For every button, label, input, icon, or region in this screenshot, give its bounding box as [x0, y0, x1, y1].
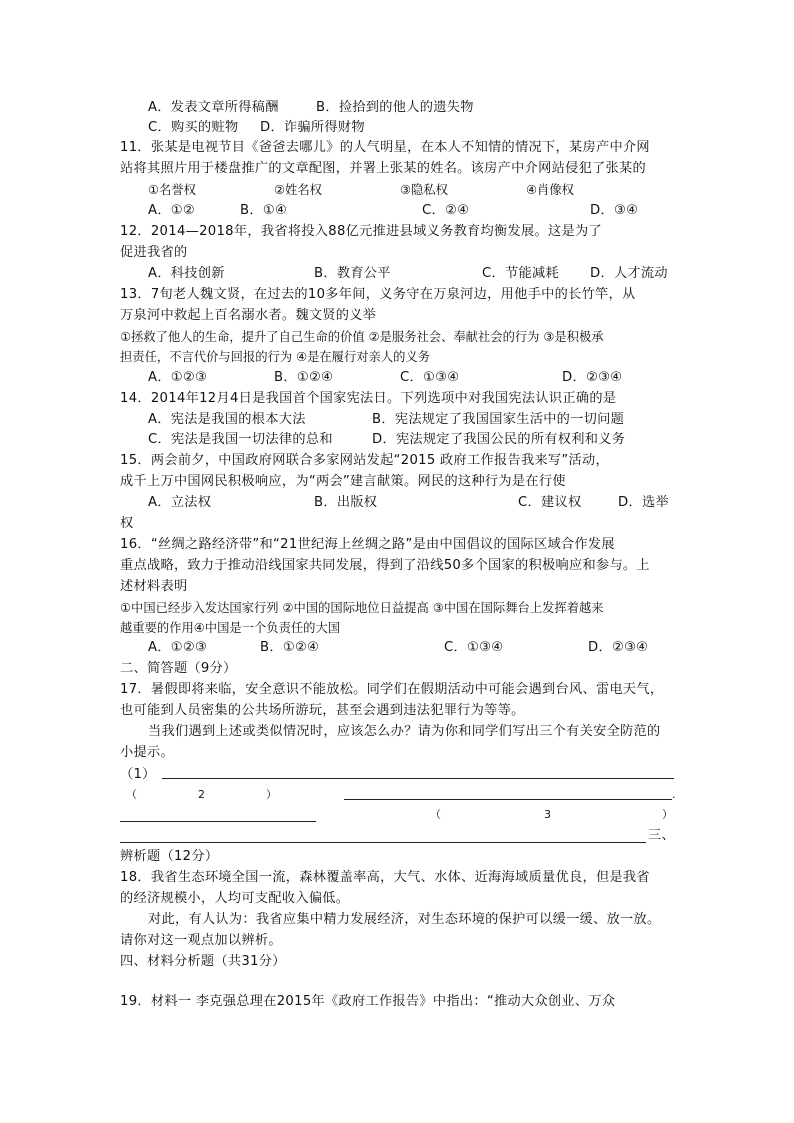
q16-stem-line-1: 16．“丝绸之路经济带”和“21世纪海上丝绸之路”是由中国倡议的国际区域合作发展 [120, 537, 615, 552]
q16-option-b: B．①②④ [260, 640, 320, 655]
q15-option-d: D．选举 [618, 495, 669, 510]
q18-stem-line-3: 对此，有人认为：我省应集中精力发展经济，对生态环境的保护可以缓一缓、放一放。 [148, 912, 661, 927]
q18-stem-line-4: 请你对这一观点加以辨析。 [120, 933, 282, 948]
q16-option-a: A．①②③ [148, 640, 208, 655]
q13-option-b: B．①②④ [274, 370, 334, 385]
q16-items-line-1: ①中国已经步入发达国家行列 ②中国的国际地位日益提高 ③中国在国际舞台上发挥着越来 [120, 601, 604, 615]
q13-items-line-2: 担责任，不言代价与回报的行为 ④是在履行对亲人的义务 [120, 350, 431, 364]
q17-answer-line-1[interactable] [162, 778, 674, 779]
q12-option-d: D．人才流动 [590, 266, 668, 281]
q11-item-4: ④肖像权 [526, 183, 574, 197]
q17-stem-line-4: 小提示。 [120, 745, 174, 760]
q15-option-d-wrap: 权 [120, 516, 134, 531]
q15-option-a: A．立法权 [148, 495, 212, 510]
q11-item-2: ②姓名权 [274, 183, 322, 197]
q16-items-line-2: 越重要的作用④中国是一个负责任的大国 [120, 621, 341, 635]
q13-stem-line-1: 13．7旬老人魏文贤，在过去的10多年间，义务守在万泉河边，用他手中的长竹竿，从 [120, 287, 636, 302]
q19-stem-line-1: 19．材料一 李克强总理在2015年《政府工作报告》中指出：“推动大众创业、万众 [120, 994, 616, 1009]
q15-stem-line-2: 成千上万中国网民积极响应，为“两会”建言献策。网民的这种行为是在行使 [120, 474, 566, 489]
q12-option-b: B．教育公平 [314, 266, 391, 281]
q17-blank-3-number: 3 [544, 808, 551, 821]
q16-option-d: D．②③④ [588, 640, 649, 655]
section-4-title: 四、材料分析题（共31分） [120, 954, 286, 969]
q16-stem-line-3: 述材料表明 [120, 579, 188, 594]
q14-option-c: C．宪法是我国一切法律的总和 [148, 432, 333, 447]
q15-stem-line-1: 15．两会前夕，中国政府网联合多家网站发起“2015 政府工作报告我来写”活动， [120, 453, 610, 468]
q10-option-c: C．购买的赃物 [148, 120, 239, 135]
q18-stem-line-2: 的经济规模小，人均可支配收入偏低。 [120, 891, 350, 906]
q14-option-d: D．宪法规定了我国公民的所有权利和义务 [372, 432, 626, 447]
q15-option-b: B．出版权 [314, 495, 378, 510]
section-3-title-tail: 辨析题（12分） [120, 849, 219, 864]
q17-stem-line-3: 当我们遇到上述或类似情况时，应该怎么办？请为你和同学们写出三个有关安全防范的 [148, 724, 661, 739]
q17-answer-line-2[interactable] [344, 799, 672, 800]
q17-answer-line-2-continued[interactable] [120, 821, 316, 822]
q11-option-b: B．①④ [240, 203, 288, 218]
section-2-title: 二、简答题（9分） [120, 661, 237, 676]
q17-blank-2-open: （ [126, 788, 137, 801]
q12-option-a: A．科技创新 [148, 266, 225, 281]
q11-stem-line-1: 11．张某是电视节目《爸爸去哪儿》的人气明星，在本人不知情的情况下，某房产中介网 [120, 140, 650, 155]
q10-option-d: D．诈骗所得财物 [260, 120, 365, 135]
q17-blank-1-label: （1） [120, 767, 156, 782]
q15-option-c: C．建议权 [518, 495, 582, 510]
q14-stem-line-1: 14．2014年12月4日是我国首个国家宪法日。下列选项中对我国宪法认识正确的是 [120, 391, 617, 406]
section-3-title-head: 三、 [648, 828, 675, 843]
q17-blank-3-close: ） [662, 808, 673, 821]
q14-option-a: A．宪法是我国的根本大法 [148, 412, 306, 427]
q12-option-c: C．节能减耗 [482, 266, 559, 281]
q17-blank-2-dot: . [672, 788, 676, 801]
q11-item-1: ①名誉权 [148, 183, 196, 197]
q17-blank-3-open: （ [430, 808, 441, 821]
q11-stem-line-2: 站将其照片用于楼盘推广的文章配图，并署上张某的姓名。该房产中介网站侵犯了张某的 [120, 161, 647, 176]
q11-option-c: C．②④ [422, 203, 470, 218]
q12-stem-line-1: 12．2014—2018年，我省将投入88亿元推进县域义务教育均衡发展。这是为了 [120, 224, 602, 239]
q10-option-a: A．发表文章所得稿酬 [148, 100, 279, 115]
q17-stem-line-1: 17．暑假即将来临，安全意识不能放松。同学们在假期活动中可能会遇到台风、雷电天气， [120, 682, 664, 697]
q10-option-b: B．捡拾到的他人的遗失物 [316, 100, 474, 115]
q14-option-b: B．宪法规定了我国国家生活中的一切问题 [372, 412, 625, 427]
q12-stem-line-2: 促进我省的 [120, 245, 188, 260]
q18-stem-line-1: 18．我省生态环境全国一流，森林覆盖率高，大气、水体、近海海域质量优良，但是我省 [120, 870, 650, 885]
q11-option-a: A．①② [148, 203, 196, 218]
q13-option-c: C．①③④ [400, 370, 460, 385]
q11-option-d: D．③④ [590, 203, 639, 218]
q13-option-d: D．②③④ [562, 370, 623, 385]
q17-blank-2-number: 2 [198, 788, 205, 801]
q13-option-a: A．①②③ [148, 370, 208, 385]
q16-option-c: C．①③④ [444, 640, 504, 655]
q17-blank-2-close: ） [266, 788, 277, 801]
q11-item-3: ③隐私权 [400, 183, 448, 197]
q17-stem-line-2: 也可能到人员密集的公共场所游玩，甚至会遇到违法犯罪行为等等。 [120, 703, 525, 718]
q17-answer-line-3[interactable] [120, 842, 646, 843]
q13-items-line-1: ①拯救了他人的生命，提升了自己生命的价值 ②是服务社会、奉献社会的行为 ③是积极承 [120, 330, 604, 344]
q13-stem-line-2: 万泉河中救起上百名溺水者。魏文贤的义举 [120, 308, 377, 323]
q16-stem-line-2: 重点战略，致力于推动沿线国家共同发展，得到了沿线50多个国家的积极响应和参与。上 [120, 558, 650, 573]
